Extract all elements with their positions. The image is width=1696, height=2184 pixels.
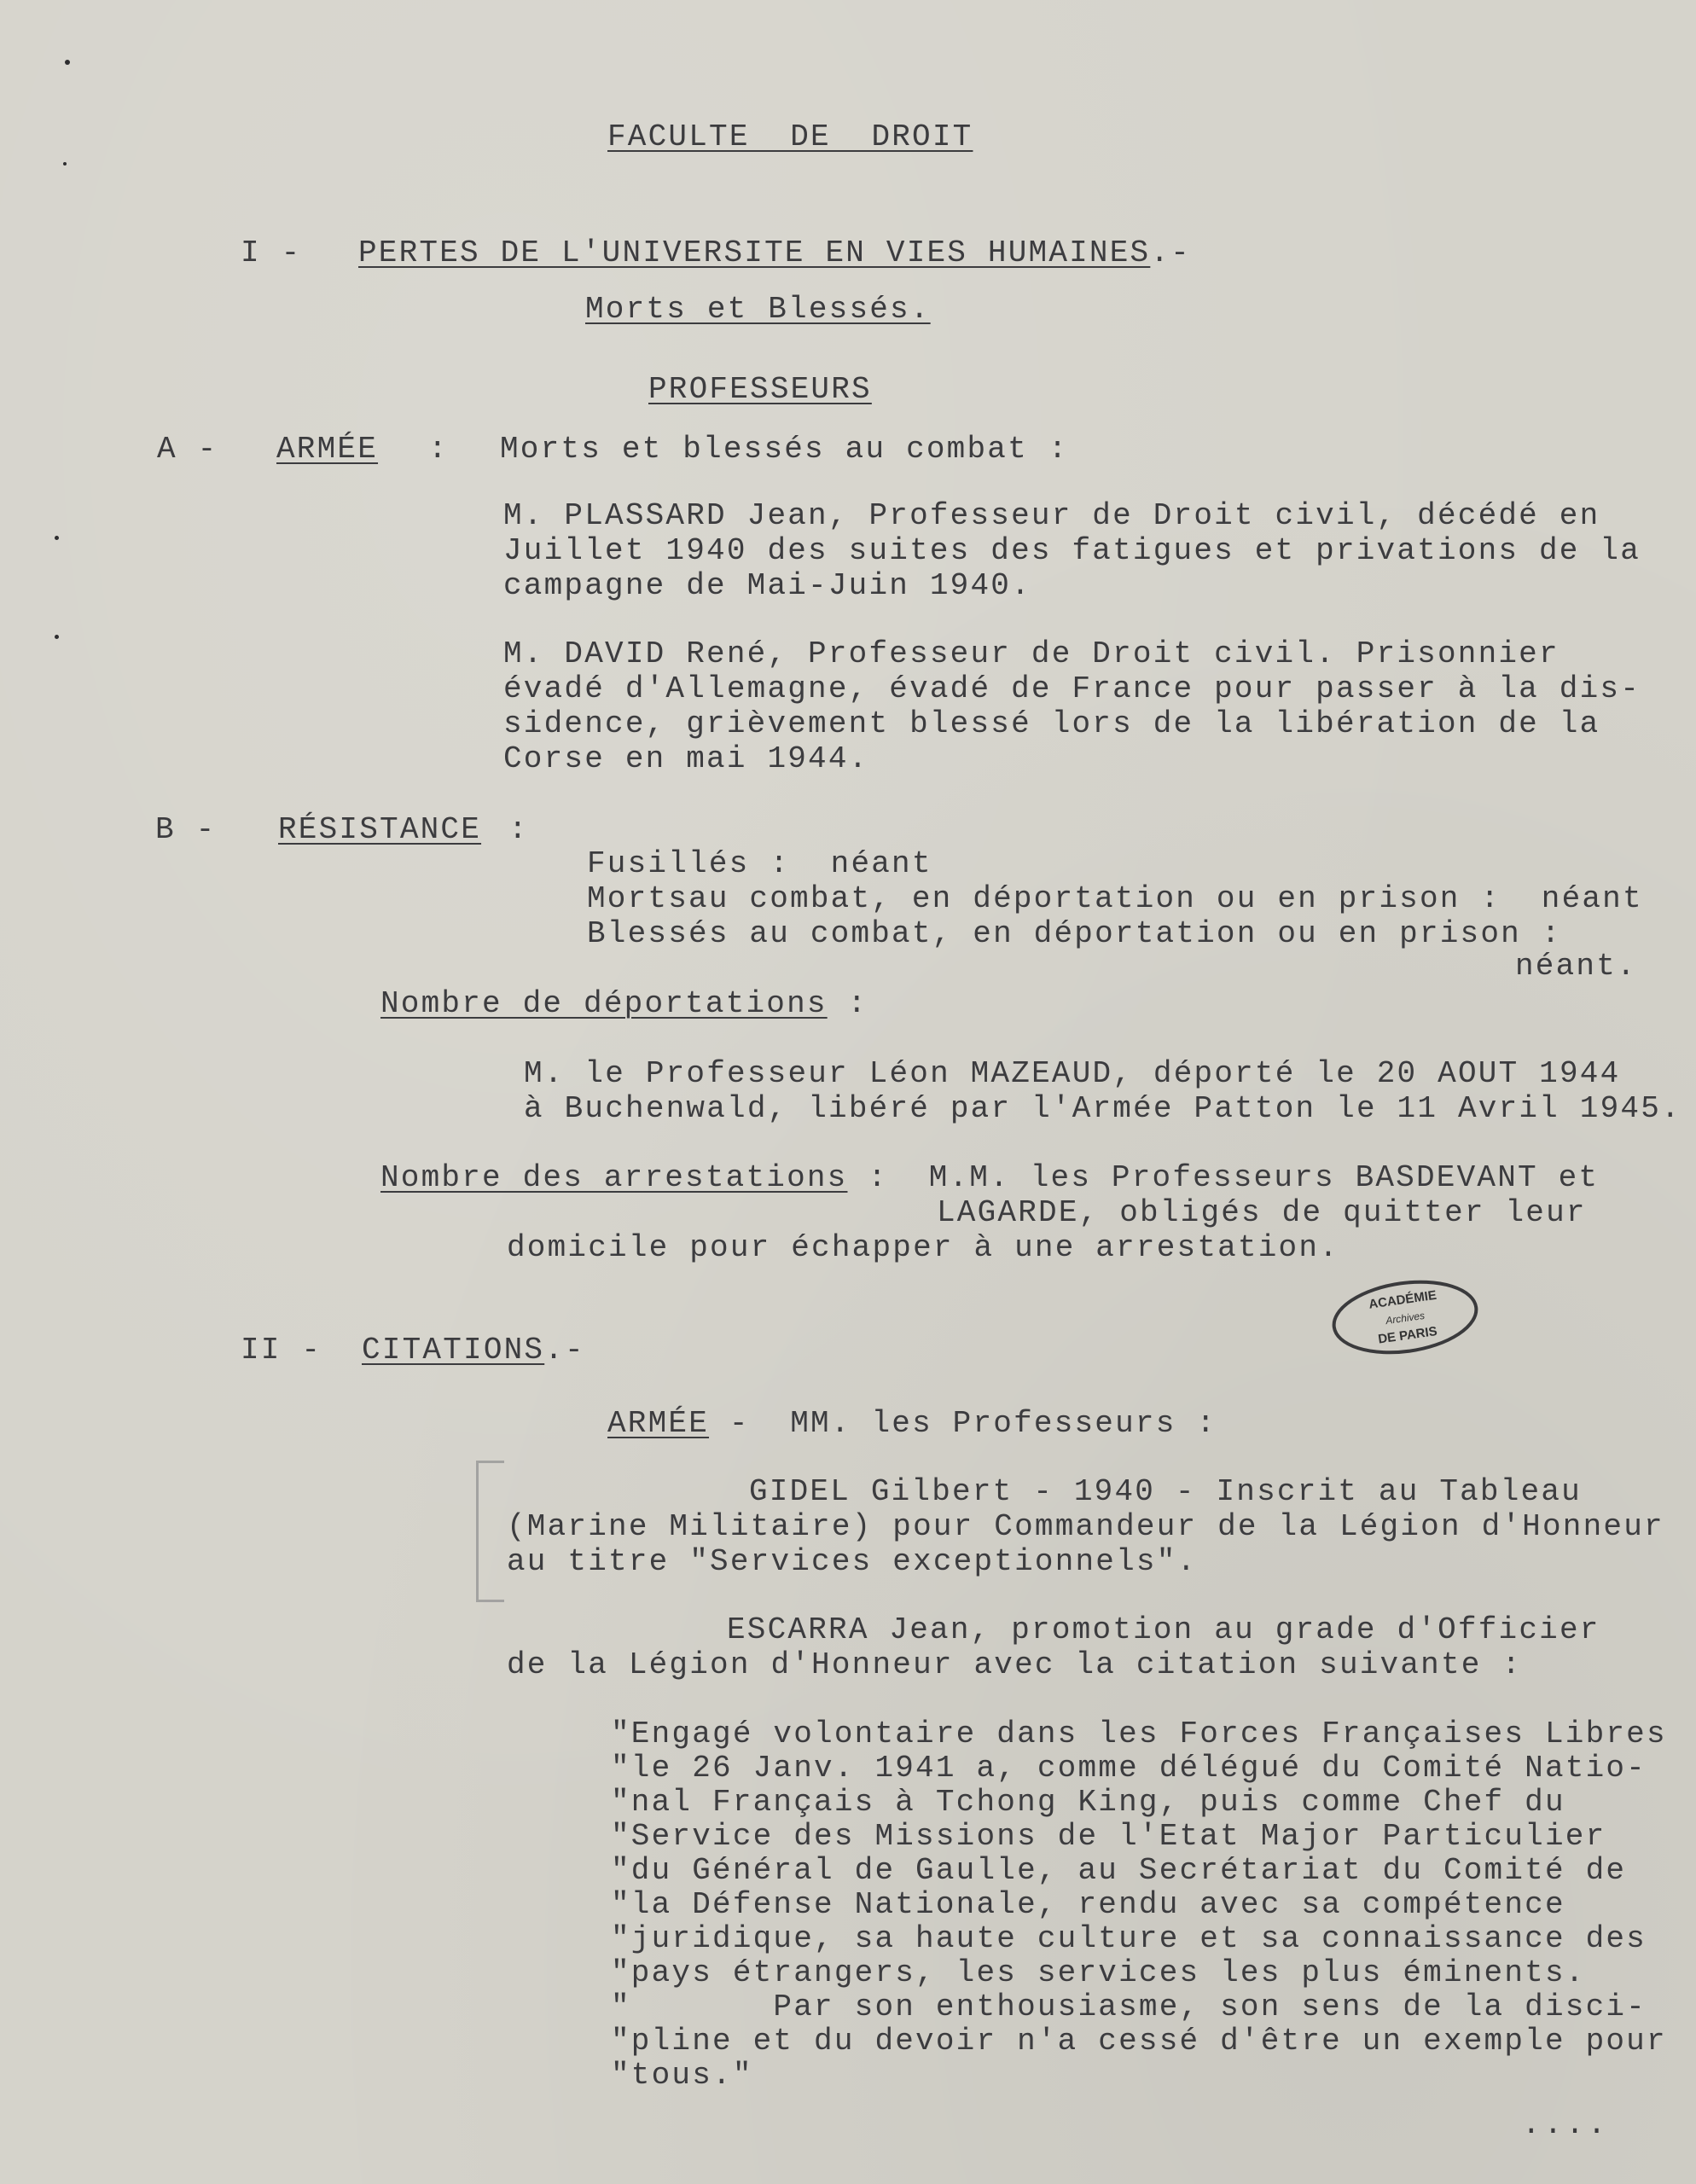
resistance-label: RÉSISTANCE [278, 812, 482, 847]
arrestations-heading [380, 1160, 1599, 1195]
arrestations-line: domicile pour échapper à une arrestation. [507, 1230, 1339, 1265]
stamp-line-2: Archives [1385, 1309, 1426, 1327]
resistance-colon: : [508, 812, 529, 847]
plassard-line: M. PLASSARD Jean, Professeur de Droit civil, décédé en [503, 498, 1600, 533]
citations-armee-heading [607, 1406, 1217, 1441]
resistance-letter: B - [155, 812, 217, 847]
quote-line: "Service des Missions de l'Etat Major Particulier [611, 1819, 1606, 1854]
quote-line: "juridique, sa haute culture et sa connaissance des [611, 1921, 1647, 1956]
gidel-line: au titre "Services exceptionnels". [507, 1544, 1198, 1579]
margin-mark [63, 162, 67, 166]
quote-line: "Engagé volontaire dans les Forces Françaises Libres [611, 1716, 1667, 1751]
david-line: sidence, grièvement blessé lors de la libération de la [503, 706, 1600, 741]
deportations-label: Nombre de déportations [380, 986, 828, 1021]
margin-mark [55, 635, 59, 639]
mazeaud-line: à Buchenwald, libéré par l'Armée Patton le 11 Avril 1945. [524, 1091, 1681, 1126]
section-2-numeral: II - [241, 1333, 322, 1368]
david-line: évadé d'Allemagne, évadé de France pour passer à la dis- [503, 671, 1641, 706]
section-1-numeral: I - [241, 235, 302, 270]
quote-line: "du Général de Gaulle, au Secrétariat du Comité de [611, 1853, 1627, 1888]
mazeaud-line: M. le Professeur Léon MAZEAUD, déporté le 20 AOUT 1944 [524, 1056, 1621, 1091]
archive-stamp [1329, 1275, 1481, 1360]
resistance-line: Mortsau combat, en déportation ou en prison : néant [587, 881, 1643, 916]
quote-line: "pline et du devoir n'a cessé d'être un exemple pour [611, 2024, 1667, 2059]
david-line: Corse en mai 1944. [503, 741, 869, 776]
section-2-title: CITATIONS [362, 1333, 545, 1368]
david-line: M. DAVID René, Professeur de Droit civil. Prisonnier [503, 636, 1560, 671]
armee-label: ARMÉE [276, 432, 379, 467]
margin-mark [65, 60, 70, 65]
quote-line: "la Défense Nationale, rendu avec sa compétence [611, 1887, 1565, 1922]
arrestations-rest: : M.M. les Professeurs BASDEVANT et [847, 1160, 1600, 1195]
resistance-line: Fusillés : néant [587, 846, 932, 881]
section-2-heading [362, 1333, 585, 1368]
plassard-line: Juillet 1940 des suites des fatigues et privations de la [503, 533, 1641, 568]
armee-letter: A - [157, 432, 218, 467]
armee-heading: Morts et blessés au combat : [500, 432, 1069, 467]
citations-armee-label: ARMÉE [607, 1406, 710, 1441]
escarra-line: de la Légion d'Honneur avec la citation suivante : [507, 1647, 1523, 1682]
deportations-heading [380, 986, 868, 1021]
gidel-line: (Marine Militaire) pour Commandeur de la Légion d'Honneur [507, 1509, 1664, 1544]
margin-bracket [476, 1461, 504, 1602]
citations-armee-rest: - MM. les Professeurs : [709, 1406, 1217, 1441]
arrestations-line: LAGARDE, obligés de quitter leur [937, 1195, 1587, 1230]
continuation-dots: .... [1522, 2107, 1610, 2142]
resistance-last: néant. [1515, 949, 1637, 984]
deportations-colon: : [847, 986, 868, 1021]
stamp-line-3: DE PARIS [1377, 1324, 1438, 1347]
quote-line: "pays étrangers, les services les plus éminents. [611, 1955, 1586, 1990]
arrestations-label: Nombre des arrestations [380, 1160, 848, 1195]
quote-line: " Par son enthousiasme, son sens de la disci- [611, 1989, 1647, 2024]
quote-line: "le 26 Janv. 1941 a, comme délégué du Comité Natio- [611, 1751, 1647, 1786]
page-title: FACULTE DE DROIT [607, 119, 973, 154]
section-1-title: PERTES DE L'UNIVERSITE EN VIES HUMAINES [358, 235, 1151, 270]
professeurs-heading: PROFESSEURS [648, 372, 872, 407]
gidel-line: GIDEL Gilbert - 1940 - Inscrit au Tableau [749, 1474, 1582, 1509]
escarra-line: ESCARRA Jean, promotion au grade d'Officier [727, 1612, 1600, 1647]
section-1-title-suffix: .- [1150, 235, 1191, 270]
resistance-line: Blessés au combat, en déportation ou en prison : [587, 916, 1562, 951]
plassard-line: campagne de Mai-Juin 1940. [503, 568, 1031, 603]
margin-mark [55, 536, 59, 540]
quote-line: "nal Français à Tchong King, puis comme Chef du [611, 1785, 1565, 1820]
armee-colon: : [428, 432, 449, 467]
section-2-title-suffix: .- [544, 1333, 585, 1368]
section-1-subtitle: Morts et Blessés. [585, 292, 931, 327]
stamp-line-1: ACADÉMIE [1368, 1287, 1438, 1312]
section-1-heading [358, 235, 1191, 270]
quote-line: "tous." [611, 2058, 753, 2093]
